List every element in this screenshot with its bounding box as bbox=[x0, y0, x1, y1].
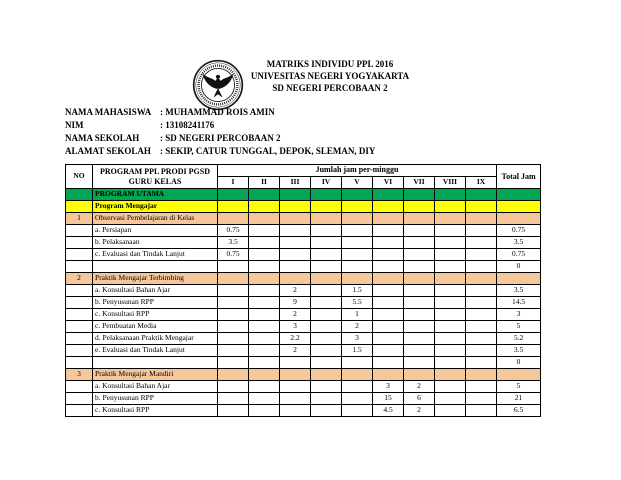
week-col-header: IX bbox=[466, 177, 497, 189]
table-row bbox=[66, 213, 541, 225]
info-label: NAMA MAHASISWA bbox=[65, 107, 152, 117]
cell-week-hours bbox=[249, 237, 280, 249]
cell-week-hours bbox=[373, 369, 404, 381]
matrix-body bbox=[66, 189, 541, 417]
cell-total-hours: 0 bbox=[497, 357, 541, 369]
cell-week-hours bbox=[404, 249, 435, 261]
cell-no bbox=[66, 261, 93, 273]
cell-week-hours bbox=[218, 345, 249, 357]
cell-week-hours bbox=[249, 381, 280, 393]
cell-week-hours bbox=[435, 213, 466, 225]
cell-week-hours bbox=[435, 333, 466, 345]
cell-week-hours bbox=[404, 261, 435, 273]
cell-week-hours bbox=[280, 201, 311, 213]
cell-week-hours bbox=[466, 213, 497, 225]
cell-week-hours bbox=[249, 357, 280, 369]
cell-week-hours bbox=[466, 261, 497, 273]
cell-program-label: Praktik Mengajar Mandiri bbox=[93, 369, 218, 381]
cell-week-hours bbox=[435, 237, 466, 249]
cell-total-hours: 5 bbox=[497, 381, 541, 393]
cell-total-hours: 0 bbox=[497, 261, 541, 273]
cell-week-hours bbox=[311, 369, 342, 381]
table-row bbox=[66, 237, 541, 249]
table-row bbox=[66, 285, 541, 297]
cell-program-label: b. Penyusunan RPP bbox=[93, 297, 218, 309]
cell-week-hours bbox=[311, 189, 342, 201]
table-row bbox=[66, 345, 541, 357]
info-row-nama-sekolah bbox=[65, 132, 375, 145]
cell-week-hours: 1.5 bbox=[342, 285, 373, 297]
cell-week-hours: 4.5 bbox=[373, 405, 404, 417]
cell-no: 3 bbox=[66, 369, 93, 381]
cell-total-hours: 0.75 bbox=[497, 225, 541, 237]
student-info bbox=[65, 106, 375, 158]
cell-week-hours bbox=[404, 237, 435, 249]
cell-week-hours: 2 bbox=[280, 285, 311, 297]
cell-no bbox=[66, 357, 93, 369]
cell-week-hours bbox=[311, 225, 342, 237]
cell-week-hours bbox=[342, 405, 373, 417]
cell-week-hours bbox=[280, 261, 311, 273]
table-header-row-1 bbox=[66, 165, 541, 177]
cell-week-hours bbox=[435, 381, 466, 393]
cell-week-hours bbox=[249, 405, 280, 417]
ppl-matrix-table bbox=[65, 164, 541, 417]
info-label: NIM bbox=[65, 120, 84, 130]
cell-week-hours: 2 bbox=[404, 381, 435, 393]
cell-week-hours bbox=[249, 225, 280, 237]
cell-week-hours bbox=[342, 201, 373, 213]
cell-week-hours: 15 bbox=[373, 393, 404, 405]
cell-total-hours: 3.5 bbox=[497, 285, 541, 297]
cell-week-hours bbox=[373, 249, 404, 261]
cell-week-hours bbox=[466, 309, 497, 321]
table-row bbox=[66, 297, 541, 309]
cell-week-hours bbox=[218, 201, 249, 213]
cell-week-hours bbox=[373, 285, 404, 297]
cell-week-hours bbox=[342, 393, 373, 405]
cell-week-hours bbox=[435, 285, 466, 297]
cell-week-hours bbox=[466, 297, 497, 309]
cell-week-hours bbox=[311, 297, 342, 309]
cell-week-hours bbox=[249, 297, 280, 309]
col-header-program: PROGRAM PPL PRODI PGSD GURU KELAS bbox=[93, 165, 218, 189]
cell-week-hours bbox=[249, 393, 280, 405]
cell-no bbox=[66, 405, 93, 417]
cell-week-hours bbox=[373, 345, 404, 357]
cell-program-label: b. Penyusunan RPP bbox=[93, 393, 218, 405]
cell-week-hours bbox=[404, 201, 435, 213]
cell-week-hours bbox=[311, 405, 342, 417]
info-label: NAMA SEKOLAH bbox=[65, 133, 140, 143]
cell-week-hours bbox=[311, 201, 342, 213]
cell-week-hours bbox=[249, 201, 280, 213]
cell-week-hours bbox=[249, 261, 280, 273]
cell-week-hours bbox=[435, 201, 466, 213]
cell-program-label: c. Konsultasi RPP bbox=[93, 405, 218, 417]
cell-week-hours bbox=[404, 345, 435, 357]
cell-no: 2 bbox=[66, 273, 93, 285]
week-col-header: VI bbox=[373, 177, 404, 189]
cell-total-hours bbox=[497, 273, 541, 285]
cell-week-hours: 0.75 bbox=[218, 249, 249, 261]
cell-week-hours bbox=[466, 225, 497, 237]
cell-week-hours bbox=[249, 309, 280, 321]
cell-week-hours bbox=[311, 309, 342, 321]
cell-week-hours bbox=[342, 249, 373, 261]
cell-week-hours bbox=[218, 309, 249, 321]
cell-week-hours bbox=[249, 273, 280, 285]
cell-total-hours bbox=[497, 189, 541, 201]
doc-title-line3: SD NEGERI PERCOBAAN 2 bbox=[272, 83, 388, 93]
cell-week-hours bbox=[311, 273, 342, 285]
cell-total-hours: 21 bbox=[497, 393, 541, 405]
info-value: : MUHAMMAD ROIS AMIN bbox=[160, 107, 275, 117]
cell-week-hours bbox=[218, 381, 249, 393]
cell-week-hours bbox=[249, 333, 280, 345]
cell-program-label bbox=[93, 261, 218, 273]
cell-program-label: a. Persiapan bbox=[93, 225, 218, 237]
cell-week-hours: 2 bbox=[404, 405, 435, 417]
cell-week-hours bbox=[280, 393, 311, 405]
cell-week-hours bbox=[466, 285, 497, 297]
cell-week-hours bbox=[218, 285, 249, 297]
cell-week-hours bbox=[218, 321, 249, 333]
table-row bbox=[66, 201, 541, 213]
cell-week-hours bbox=[218, 393, 249, 405]
week-col-header: V bbox=[342, 177, 373, 189]
cell-week-hours bbox=[280, 381, 311, 393]
week-col-header: III bbox=[280, 177, 311, 189]
cell-program-label: Program Mengajar bbox=[93, 201, 218, 213]
cell-week-hours bbox=[311, 357, 342, 369]
cell-week-hours bbox=[373, 309, 404, 321]
cell-week-hours bbox=[435, 261, 466, 273]
cell-week-hours bbox=[342, 357, 373, 369]
cell-week-hours bbox=[435, 369, 466, 381]
cell-week-hours bbox=[435, 297, 466, 309]
col-header-weeks-group: Jumlah jam per-minggu bbox=[218, 165, 497, 177]
cell-week-hours bbox=[249, 321, 280, 333]
cell-week-hours: 0.75 bbox=[218, 225, 249, 237]
cell-week-hours bbox=[404, 297, 435, 309]
cell-week-hours: 3 bbox=[373, 381, 404, 393]
cell-week-hours bbox=[373, 357, 404, 369]
table-row bbox=[66, 309, 541, 321]
cell-week-hours bbox=[466, 381, 497, 393]
cell-week-hours bbox=[342, 237, 373, 249]
cell-week-hours bbox=[311, 249, 342, 261]
cell-week-hours bbox=[311, 261, 342, 273]
cell-week-hours bbox=[280, 357, 311, 369]
info-row-alamat-sekolah bbox=[65, 145, 375, 158]
cell-week-hours bbox=[249, 369, 280, 381]
cell-week-hours bbox=[404, 225, 435, 237]
cell-week-hours bbox=[466, 393, 497, 405]
cell-week-hours bbox=[311, 321, 342, 333]
cell-no bbox=[66, 345, 93, 357]
cell-week-hours bbox=[435, 225, 466, 237]
info-row-nim bbox=[65, 119, 375, 132]
cell-week-hours bbox=[466, 189, 497, 201]
cell-week-hours bbox=[311, 237, 342, 249]
cell-week-hours bbox=[435, 249, 466, 261]
cell-week-hours bbox=[466, 273, 497, 285]
cell-week-hours bbox=[342, 213, 373, 225]
uny-logo-icon bbox=[192, 59, 244, 111]
cell-no: 1 bbox=[66, 213, 93, 225]
cell-week-hours bbox=[249, 189, 280, 201]
cell-week-hours bbox=[466, 357, 497, 369]
cell-week-hours: 2 bbox=[280, 345, 311, 357]
cell-week-hours bbox=[466, 405, 497, 417]
cell-week-hours bbox=[311, 213, 342, 225]
cell-total-hours: 3.5 bbox=[497, 237, 541, 249]
cell-no bbox=[66, 309, 93, 321]
cell-week-hours bbox=[466, 249, 497, 261]
cell-no bbox=[66, 393, 93, 405]
cell-week-hours bbox=[404, 285, 435, 297]
cell-total-hours: 3.5 bbox=[497, 345, 541, 357]
cell-week-hours bbox=[435, 309, 466, 321]
cell-week-hours bbox=[466, 201, 497, 213]
cell-week-hours bbox=[466, 369, 497, 381]
cell-week-hours bbox=[311, 285, 342, 297]
cell-week-hours bbox=[342, 225, 373, 237]
cell-program-label: e. Evaluasi dan Tindak Lanjut bbox=[93, 345, 218, 357]
cell-week-hours bbox=[311, 345, 342, 357]
cell-program-label: c. Konsultasi RPP bbox=[93, 309, 218, 321]
table-row bbox=[66, 357, 541, 369]
table-row bbox=[66, 189, 541, 201]
cell-week-hours bbox=[404, 189, 435, 201]
cell-week-hours bbox=[218, 189, 249, 201]
week-col-header: VII bbox=[404, 177, 435, 189]
cell-no bbox=[66, 237, 93, 249]
cell-week-hours bbox=[218, 297, 249, 309]
cell-week-hours: 3 bbox=[342, 333, 373, 345]
cell-program-label: a. Konsultasi Bahan Ajar bbox=[93, 285, 218, 297]
cell-no bbox=[66, 321, 93, 333]
week-col-header: IV bbox=[311, 177, 342, 189]
table-row bbox=[66, 273, 541, 285]
cell-week-hours bbox=[373, 213, 404, 225]
info-label: ALAMAT SEKOLAH bbox=[65, 146, 151, 156]
cell-total-hours: 3 bbox=[497, 309, 541, 321]
table-row bbox=[66, 261, 541, 273]
cell-week-hours bbox=[466, 321, 497, 333]
cell-week-hours bbox=[280, 189, 311, 201]
doc-title-line1: MATRIKS INDIVIDU PPL 2016 bbox=[266, 59, 394, 69]
cell-week-hours bbox=[249, 213, 280, 225]
table-row bbox=[66, 321, 541, 333]
cell-week-hours bbox=[373, 261, 404, 273]
cell-week-hours bbox=[373, 189, 404, 201]
table-row bbox=[66, 381, 541, 393]
cell-week-hours bbox=[249, 249, 280, 261]
cell-week-hours bbox=[280, 369, 311, 381]
cell-week-hours bbox=[404, 321, 435, 333]
cell-week-hours bbox=[373, 333, 404, 345]
cell-no bbox=[66, 285, 93, 297]
col-header-total: Total Jam bbox=[497, 165, 541, 189]
cell-week-hours bbox=[466, 333, 497, 345]
cell-week-hours bbox=[404, 309, 435, 321]
cell-total-hours: 0.75 bbox=[497, 249, 541, 261]
cell-week-hours bbox=[435, 273, 466, 285]
cell-week-hours bbox=[280, 225, 311, 237]
cell-week-hours bbox=[435, 345, 466, 357]
table-row bbox=[66, 333, 541, 345]
week-col-header: II bbox=[249, 177, 280, 189]
cell-total-hours: 5 bbox=[497, 321, 541, 333]
cell-week-hours bbox=[280, 213, 311, 225]
cell-total-hours: 14.5 bbox=[497, 297, 541, 309]
cell-total-hours bbox=[497, 369, 541, 381]
cell-week-hours bbox=[342, 273, 373, 285]
cell-week-hours: 1.5 bbox=[342, 345, 373, 357]
cell-week-hours bbox=[342, 189, 373, 201]
table-row bbox=[66, 369, 541, 381]
cell-program-label: c. Pembuatan Media bbox=[93, 321, 218, 333]
cell-week-hours bbox=[404, 273, 435, 285]
cell-program-label bbox=[93, 357, 218, 369]
col-header-no: NO bbox=[66, 165, 93, 189]
cell-week-hours: 2 bbox=[280, 309, 311, 321]
table-row bbox=[66, 249, 541, 261]
cell-week-hours bbox=[404, 357, 435, 369]
cell-week-hours bbox=[218, 369, 249, 381]
info-value: : SEKIP, CATUR TUNGGAL, DEPOK, SLEMAN, DIY bbox=[160, 146, 376, 156]
cell-week-hours bbox=[311, 333, 342, 345]
cell-week-hours bbox=[218, 405, 249, 417]
cell-week-hours bbox=[249, 285, 280, 297]
cell-total-hours bbox=[497, 201, 541, 213]
cell-week-hours: 3 bbox=[280, 321, 311, 333]
cell-week-hours bbox=[373, 273, 404, 285]
cell-no bbox=[66, 381, 93, 393]
cell-week-hours bbox=[435, 189, 466, 201]
table-row bbox=[66, 225, 541, 237]
week-col-header: VIII bbox=[435, 177, 466, 189]
cell-week-hours: 6 bbox=[404, 393, 435, 405]
cell-week-hours bbox=[218, 261, 249, 273]
cell-week-hours: 3.5 bbox=[218, 237, 249, 249]
cell-total-hours: 6.5 bbox=[497, 405, 541, 417]
cell-week-hours bbox=[218, 213, 249, 225]
cell-no bbox=[66, 189, 93, 201]
cell-no bbox=[66, 297, 93, 309]
cell-week-hours bbox=[373, 321, 404, 333]
cell-week-hours bbox=[280, 237, 311, 249]
table-row bbox=[66, 393, 541, 405]
cell-no bbox=[66, 333, 93, 345]
cell-week-hours: 5.5 bbox=[342, 297, 373, 309]
cell-week-hours bbox=[435, 405, 466, 417]
cell-week-hours bbox=[342, 261, 373, 273]
cell-no bbox=[66, 249, 93, 261]
info-value: : SD NEGERI PERCOBAAN 2 bbox=[160, 133, 281, 143]
cell-week-hours bbox=[342, 369, 373, 381]
week-col-header: I bbox=[218, 177, 249, 189]
cell-week-hours bbox=[218, 273, 249, 285]
cell-week-hours bbox=[373, 297, 404, 309]
table-row bbox=[66, 405, 541, 417]
info-row-nama-mahasiswa bbox=[65, 106, 375, 119]
cell-program-label: PROGRAM UTAMA bbox=[93, 189, 218, 201]
info-value: : 13108241176 bbox=[160, 120, 215, 130]
cell-week-hours bbox=[249, 345, 280, 357]
cell-week-hours: 2 bbox=[342, 321, 373, 333]
doc-title-line2: UNIVESITAS NEGERI YOGYAKARTA bbox=[250, 71, 410, 81]
cell-week-hours bbox=[311, 393, 342, 405]
doc-title bbox=[244, 58, 416, 94]
cell-week-hours bbox=[435, 393, 466, 405]
cell-program-label: d. Pelaksanaan Praktik Mengajar bbox=[93, 333, 218, 345]
cell-program-label: a. Konsultasi Bahan Ajar bbox=[93, 381, 218, 393]
cell-no bbox=[66, 225, 93, 237]
cell-week-hours bbox=[311, 381, 342, 393]
cell-no bbox=[66, 201, 93, 213]
cell-week-hours bbox=[280, 405, 311, 417]
cell-week-hours: 2.2 bbox=[280, 333, 311, 345]
cell-week-hours bbox=[373, 225, 404, 237]
cell-total-hours: 5.2 bbox=[497, 333, 541, 345]
cell-week-hours bbox=[435, 357, 466, 369]
cell-week-hours bbox=[466, 345, 497, 357]
cell-week-hours bbox=[218, 357, 249, 369]
cell-program-label: Praktik Mengajar Terbimbing bbox=[93, 273, 218, 285]
cell-week-hours bbox=[218, 333, 249, 345]
cell-week-hours bbox=[373, 201, 404, 213]
cell-week-hours bbox=[404, 369, 435, 381]
cell-week-hours bbox=[280, 249, 311, 261]
cell-week-hours bbox=[373, 237, 404, 249]
cell-week-hours bbox=[342, 381, 373, 393]
cell-week-hours: 9 bbox=[280, 297, 311, 309]
cell-total-hours bbox=[497, 213, 541, 225]
cell-week-hours bbox=[404, 333, 435, 345]
cell-week-hours bbox=[435, 321, 466, 333]
cell-week-hours: 1 bbox=[342, 309, 373, 321]
cell-program-label: c. Evaluasi dan Tindak Lanjut bbox=[93, 249, 218, 261]
cell-week-hours bbox=[280, 273, 311, 285]
cell-week-hours bbox=[466, 237, 497, 249]
cell-week-hours bbox=[404, 213, 435, 225]
cell-program-label: b. Pelaksanaan bbox=[93, 237, 218, 249]
cell-program-label: Observasi Pembelajaran di Kelas bbox=[93, 213, 218, 225]
